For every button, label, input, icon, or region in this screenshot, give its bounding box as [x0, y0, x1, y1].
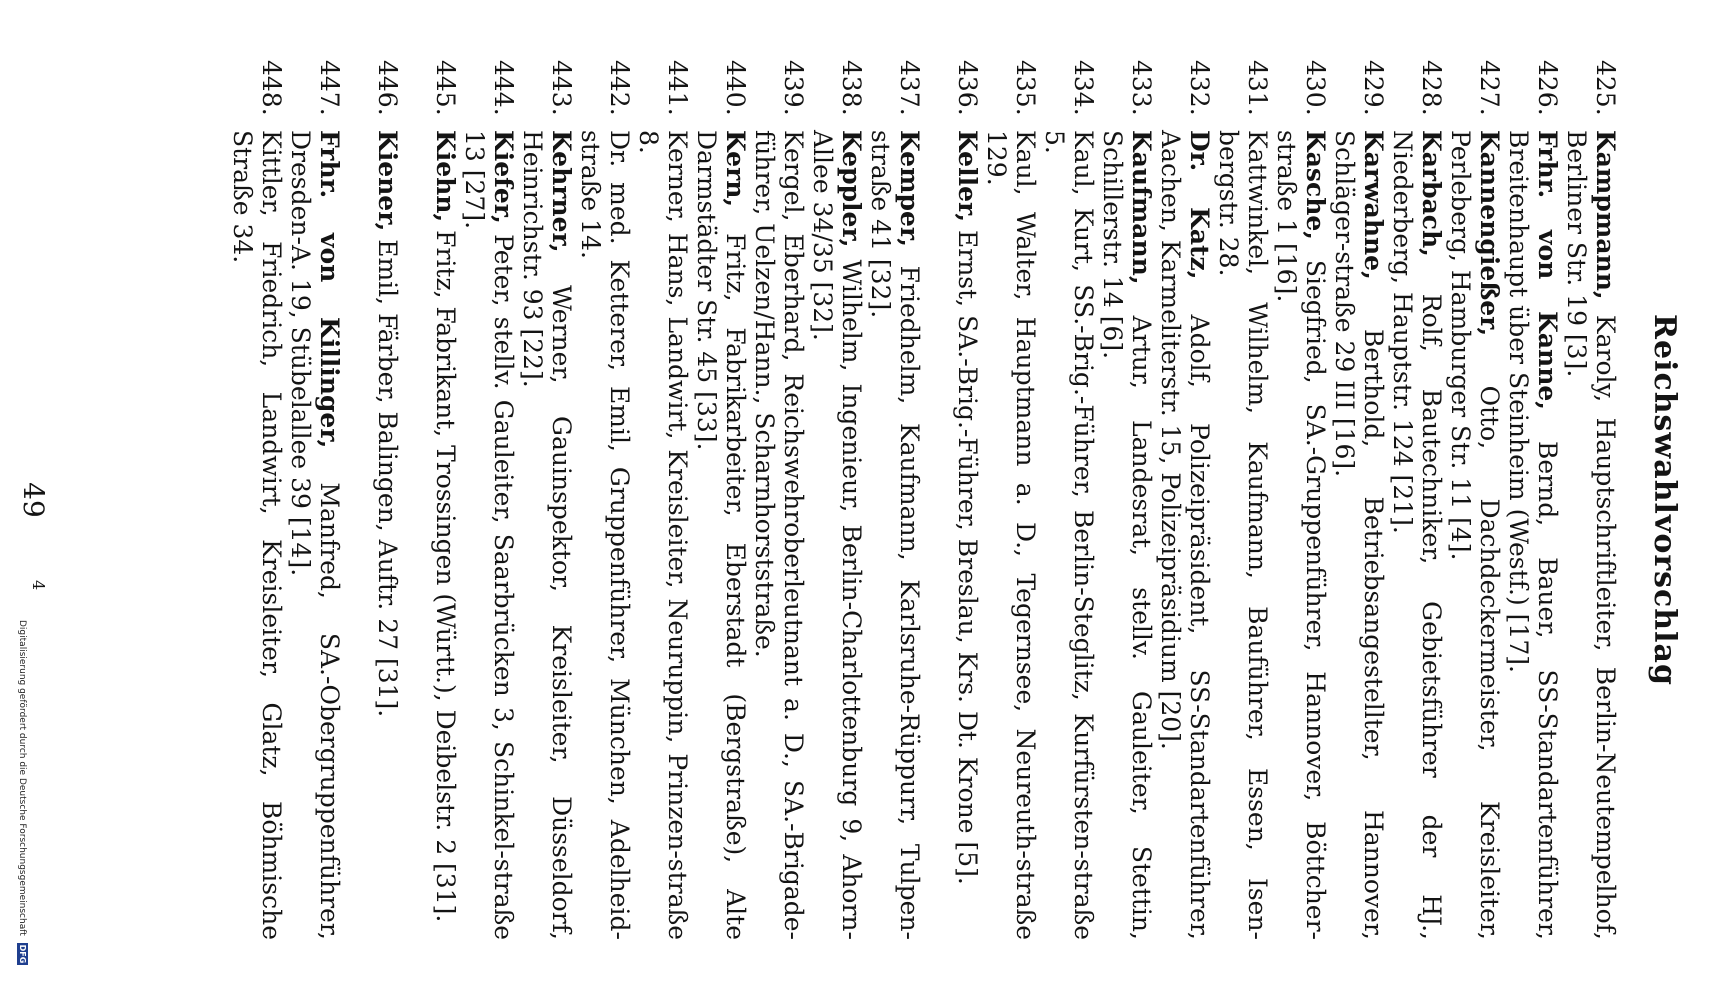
- entry-text: Kaul, Kurt, SS.-Brig.-Führer, Berlin-Steglitz, Kurfürsten-straße 5.: [1040, 130, 1098, 940]
- entry-number: 437.: [895, 60, 924, 116]
- entry-number: 440.: [721, 60, 750, 116]
- entry-number: 441.: [663, 60, 692, 116]
- entry-number: 433.: [1127, 60, 1156, 116]
- entry-name: Kiener,: [373, 130, 402, 232]
- list-item: [1330, 60, 1388, 940]
- entry-number: 432.: [1185, 60, 1214, 116]
- entry-number: 439.: [779, 60, 808, 116]
- entry-name: Keppler,: [837, 130, 866, 248]
- list-item: [460, 60, 518, 940]
- entry-number: 442.: [605, 60, 634, 116]
- list-item: [1098, 60, 1156, 940]
- list-item: [286, 60, 344, 940]
- list-item: [1040, 60, 1098, 940]
- entry-text: Kattwinkel, Wilhelm, Kaufmann, Bauführer, Essen, Isen-bergstr. 28.: [1214, 130, 1272, 940]
- list-item: [866, 60, 924, 940]
- list-item: [924, 60, 982, 940]
- entry-number: 443.: [547, 60, 576, 116]
- entry-name: Karbach,: [1417, 130, 1446, 257]
- entry-text: Fritz, Fabrikant, Trossingen (Württ.), Deibelstr. 2 [31].: [431, 230, 460, 923]
- entry-number: 425.: [1591, 60, 1620, 116]
- entry-text: Dr. med. Ketterer, Emil, Gruppenführer, München, Adelheid-straße 14.: [576, 130, 634, 940]
- list-item: [1446, 60, 1504, 940]
- entry-number: 435.: [1011, 60, 1040, 116]
- list-item: [1388, 60, 1446, 940]
- list-item: [576, 60, 634, 940]
- entry-number: 448.: [257, 60, 286, 116]
- entry-text: Kittler, Friedrich, Landwirt, Kreisleiter, Glatz, Böhmische Straße 34.: [228, 130, 286, 940]
- list-item: [344, 60, 402, 940]
- entry-number: 447.: [315, 60, 344, 116]
- entry-name: Karwahne,: [1359, 130, 1388, 280]
- page-number: 49: [17, 482, 50, 518]
- page-mark: 4: [29, 580, 48, 591]
- entry-name: Kehrner,: [547, 130, 576, 253]
- entry-name: Frhr. von Kanne,: [1533, 130, 1562, 410]
- list-item: [634, 60, 692, 940]
- dfg-logo: DFG: [18, 944, 27, 964]
- entry-number: 429.: [1359, 60, 1388, 116]
- entry-number: 446.: [373, 60, 402, 116]
- entry-text: Peter, stellv. Gauleiter, Saarbrücken 3, Schinkel-straße 13 [27].: [460, 130, 518, 940]
- entry-text: Artur, Landesrat, stellv. Gauleiter, Stettin, Schillerstr. 14 [6].: [1098, 130, 1156, 940]
- entry-text: Manfred, SA.-Obergruppenführer, Dresden-A. 19, Stübelallee 39 [14].: [286, 130, 344, 940]
- list-item: [1156, 60, 1214, 940]
- entry-text: Karoly, Hauptschriftleiter, Berlin-Neutempelhof, Berliner Str. 19 [3].: [1562, 130, 1620, 940]
- list-item: [1214, 60, 1272, 940]
- entry-text: Wilhelm, Ingenieur, Berlin-Charlottenburg 9, Ahorn-Allee 34/35 [32].: [808, 130, 866, 940]
- entry-text: Kaul, Walter, Hauptmann a. D., Tegernsee, Neureuth-straße 129.: [982, 130, 1040, 940]
- entry-text: Emil, Färber, Balingen, Auftr. 27 [31].: [373, 239, 402, 718]
- entry-number: 430.: [1301, 60, 1330, 116]
- entry-text: Otto, Dachdeckermeister, Kreisleiter, Perleberg, Hamburger Str. 11 [4].: [1446, 130, 1504, 940]
- list-item: [692, 60, 750, 940]
- printed-page: [0, 20, 1690, 980]
- list-item: [518, 60, 576, 940]
- entry-number: 434.: [1069, 60, 1098, 116]
- entry-name: Kiefer,: [489, 130, 518, 224]
- list-item: [1272, 60, 1330, 940]
- page-header: Reichswahlvorschlag: [1647, 314, 1682, 686]
- entry-text: Adolf, Polizeipräsident, SS-Standartenführer, Aachen, Karmeliterstr. 15, Polizeipräsidium [20].: [1156, 130, 1214, 940]
- entry-text: Kergel, Eberhard, Reichswehroberleutnant a. D., SA.-Brigade-führer, Uelzen/Hann., Scharnhorststraße.: [750, 130, 808, 940]
- list-item: [982, 60, 1040, 940]
- entry-number: 438.: [837, 60, 866, 116]
- entry-number: 426.: [1533, 60, 1562, 116]
- entry-text: Berthold, Betriebsangestellter, Hannover, Schläger-straße 29 III [16].: [1330, 130, 1388, 940]
- entry-text: Siegfried, SA.-Gruppenführer, Hannover, Böttcher-straße 1 [16].: [1272, 130, 1330, 940]
- entry-name: Kern,: [721, 130, 750, 208]
- entry-number: 445.: [431, 60, 460, 116]
- entry-text: Ernst, SA.-Brig.-Führer, Breslau, Krs. Dt. Krone [5].: [953, 230, 982, 885]
- entry-name: Kampmann,: [1591, 130, 1620, 300]
- entry-text: Werner, Gauinspektor, Kreisleiter, Düsseldorf, Heinrichstr. 93 [22].: [518, 130, 576, 940]
- list-item: [1504, 60, 1562, 940]
- list-item: [750, 60, 808, 940]
- entry-number: 431.: [1243, 60, 1272, 116]
- entry-number: 428.: [1417, 60, 1446, 116]
- entry-number: 427.: [1475, 60, 1504, 116]
- list-item: [1562, 60, 1620, 940]
- entry-number: 436.: [953, 60, 982, 116]
- entry-name: Kasche,: [1301, 130, 1330, 241]
- list-item: [808, 60, 866, 940]
- entry-name: Kaufmann,: [1127, 130, 1156, 285]
- entry-name: Kemper,: [895, 130, 924, 247]
- entry-list: [228, 60, 1620, 940]
- list-item: [402, 60, 460, 940]
- entry-name: Keller,: [953, 130, 982, 223]
- entry-number: 444.: [489, 60, 518, 116]
- entry-text: Fritz, Fabrikarbeiter, Eberstadt (Bergstraße), Alte Darmstädter Str. 45 [33].: [692, 130, 750, 940]
- entry-name: Kannengießer,: [1475, 130, 1504, 337]
- entry-text: Kerner, Hans, Landwirt, Kreisleiter, Neuruppin, Prinzen-straße 8.: [634, 130, 692, 940]
- entry-name: Dr. Katz,: [1185, 130, 1214, 280]
- entry-text: Friedhelm, Kaufmann, Karlsruhe-Rüppurr, Tulpen-straße 41 [32].: [866, 130, 924, 940]
- entry-text: Rolf, Bautechniker, Gebietsführer der HJ., Niederberg, Hauptstr. 124 [21].: [1388, 130, 1446, 940]
- dfg-footer-text: Digitalisierung gefördert durch die Deutsche Forschungsgemeinschaft: [17, 620, 27, 936]
- list-item: [228, 60, 286, 940]
- entry-name: Frhr. von Killinger,: [315, 130, 344, 449]
- entry-text: Bernd, Bauer, SS-Standartenführer, Breitenhaupt über Steinheim (Westf.) [17].: [1504, 130, 1562, 940]
- entry-name: Kiehn,: [431, 130, 460, 223]
